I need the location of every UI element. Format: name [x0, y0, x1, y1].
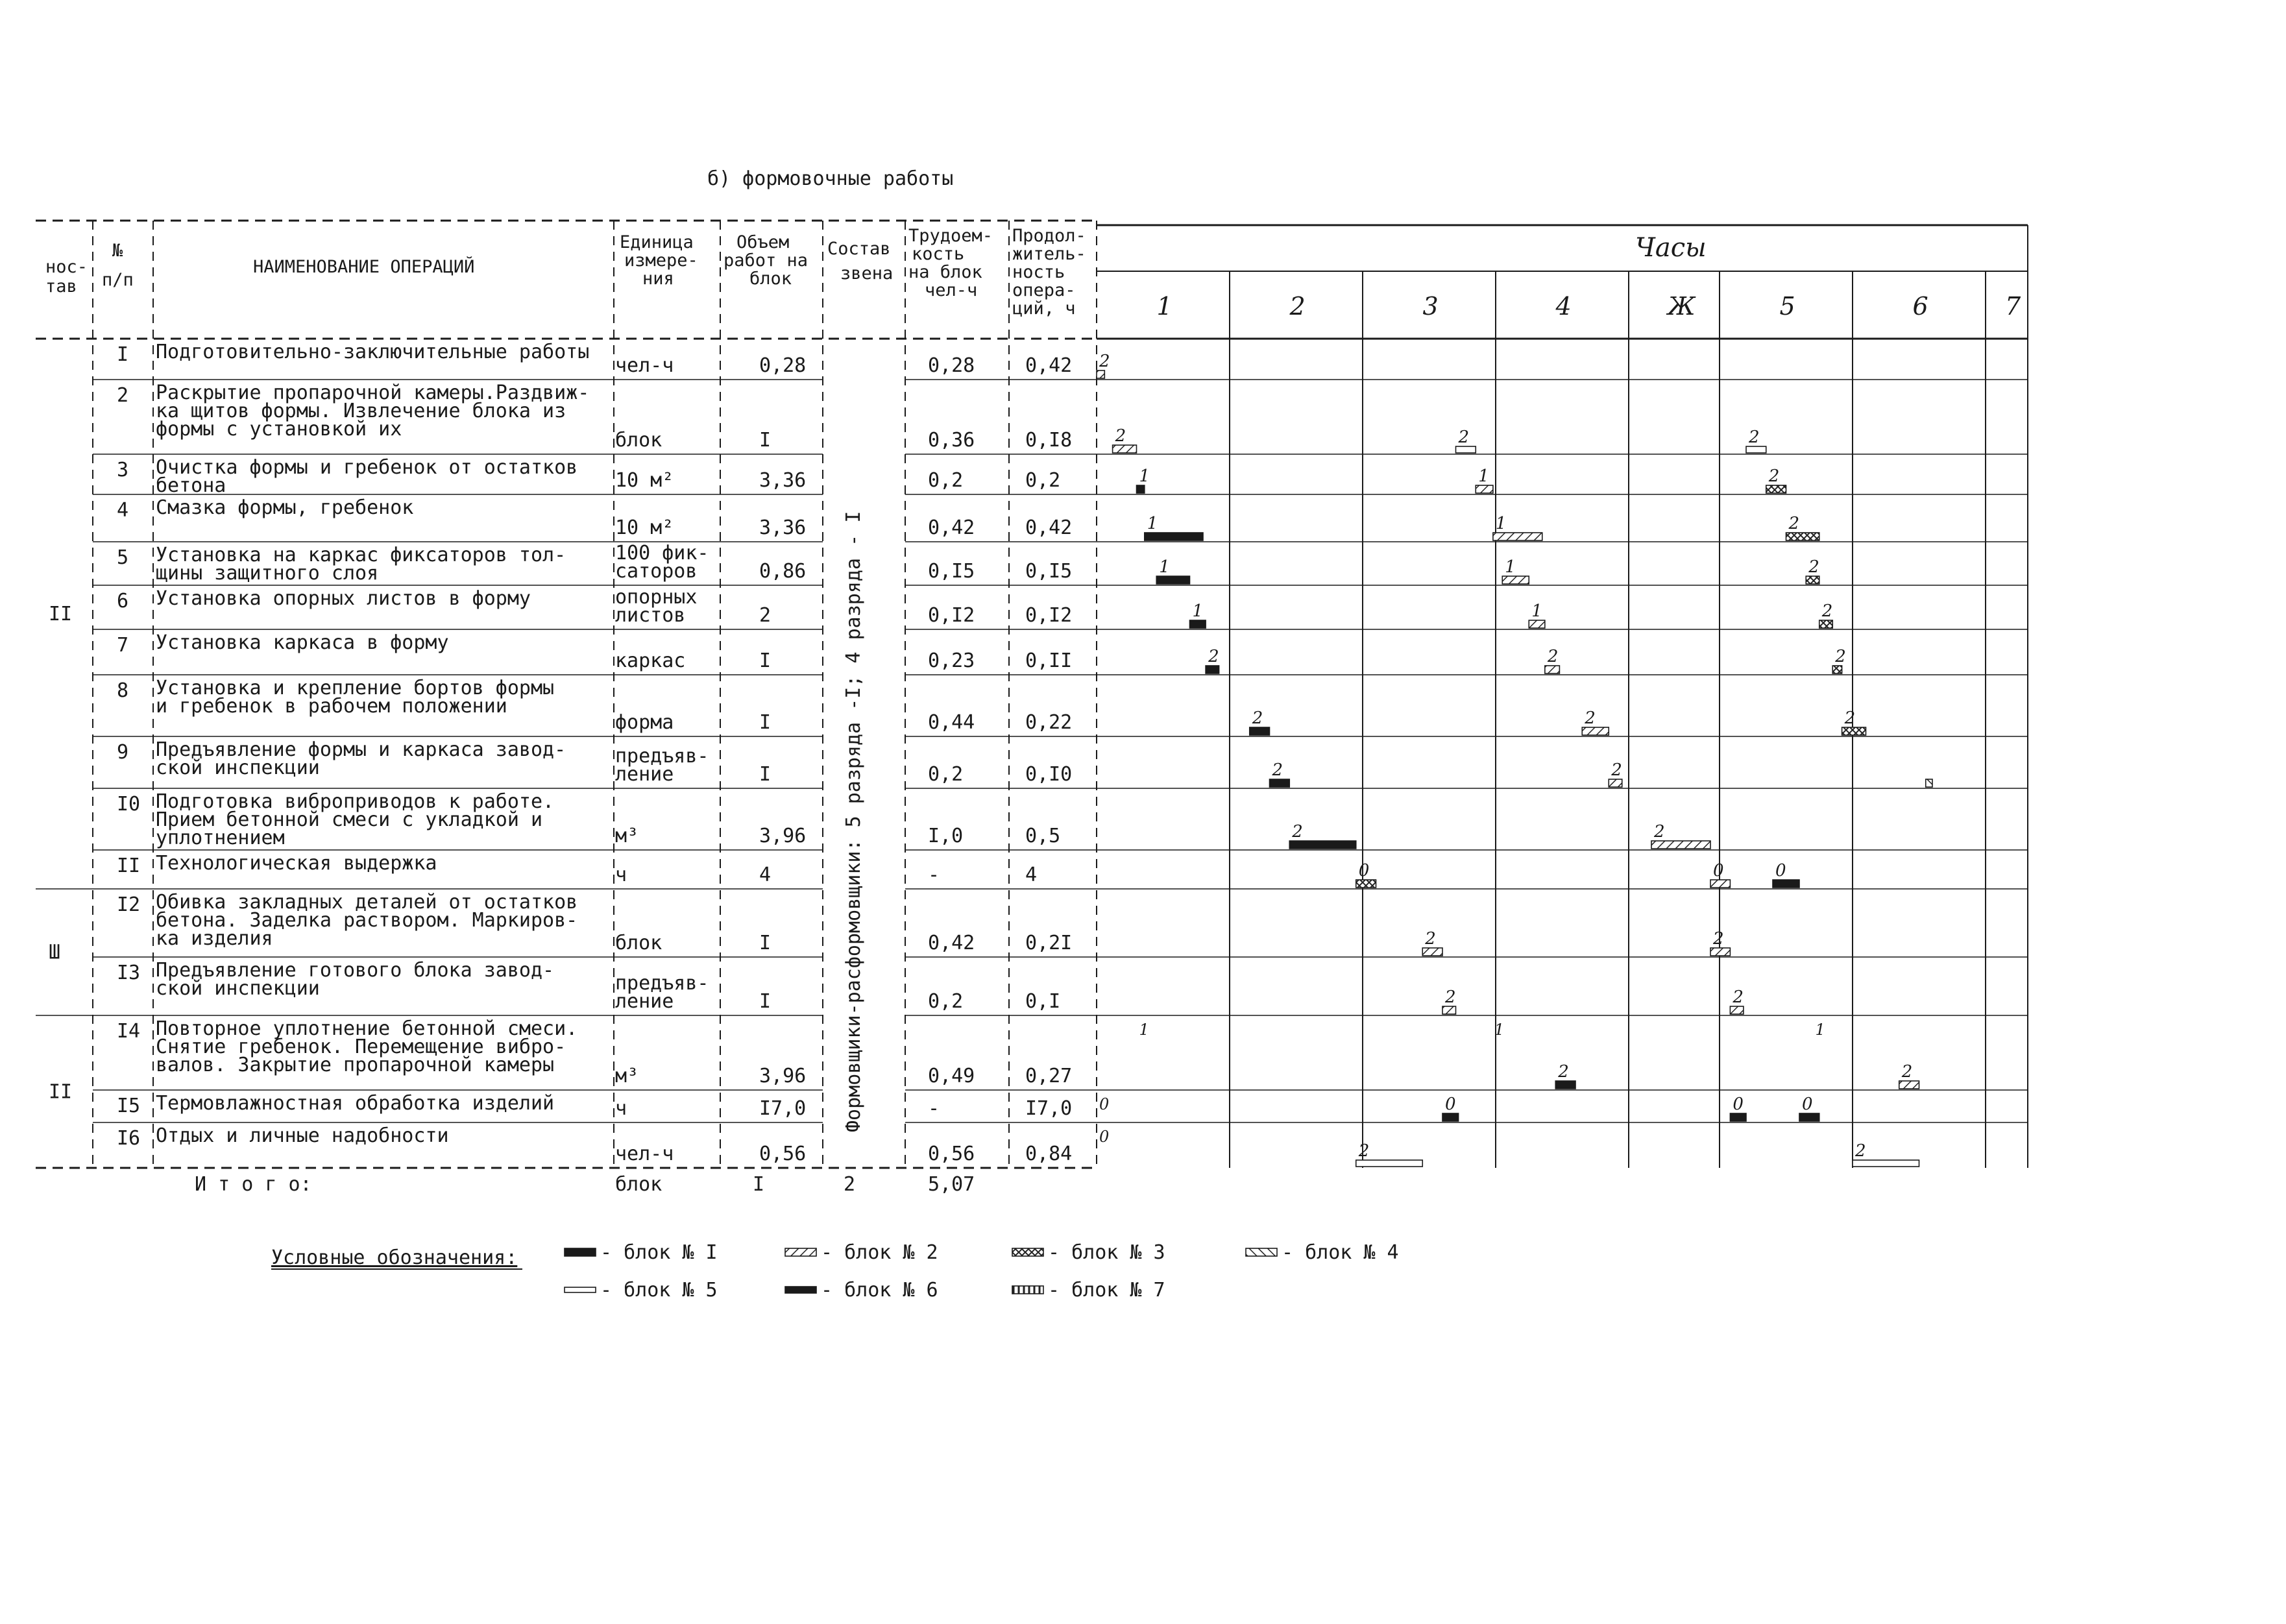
volume-value: I: [759, 649, 772, 672]
gantt-bar: [1456, 446, 1476, 453]
table-row: [117, 852, 1037, 886]
unit-value: блок: [615, 932, 663, 954]
labor-value: 0,42: [928, 516, 975, 539]
duration-value: 0,42: [1025, 354, 1073, 377]
gantt-bar: [1529, 620, 1545, 628]
gantt-side-label: 1: [1139, 1021, 1149, 1039]
duration-value: 0,I2: [1025, 604, 1073, 627]
labor-value: 0,49: [928, 1065, 975, 1087]
gantt-bar: [1582, 727, 1609, 735]
gantt-bar: [1773, 880, 1799, 888]
duration-value: 0,5: [1025, 825, 1061, 847]
labor-value: 0,44: [928, 711, 975, 734]
unit-value: м³: [615, 1065, 639, 1087]
volume-value: 4: [759, 864, 772, 886]
header-duration-line4: опера-: [1012, 280, 1076, 300]
header-hours-title: Часы: [1635, 233, 1707, 263]
operation-name: Раскрытие пропарочной камеры.Раздвиж-: [156, 382, 590, 404]
gantt-bar: [1555, 1081, 1575, 1089]
operation-name: Очистка формы и гребенок от остатков: [156, 456, 578, 479]
operation-name: Смазка формы, гребенок: [156, 496, 414, 519]
total-labor: 5,07: [928, 1173, 975, 1196]
legend-label: - блок № 6: [821, 1279, 938, 1302]
legend-swatch: [785, 1248, 816, 1256]
table-row: [117, 1124, 1072, 1165]
unit-value: 100 фик-: [615, 542, 709, 564]
operation-name: Предъявление формы и каркаса завод-: [156, 738, 566, 761]
operation-name: бетона. Заделка раствором. Маркиров-: [156, 909, 578, 932]
duration-value: 0,I: [1025, 990, 1061, 1013]
table-row: [117, 891, 1072, 954]
operation-name: Установка и крепление бортов формы: [156, 677, 555, 699]
hour-label: 5: [1779, 292, 1795, 321]
gantt-bar: [1356, 1160, 1423, 1167]
gantt-bar: [1651, 841, 1710, 849]
legend-swatch: [565, 1287, 596, 1292]
gantt-bar-label: 2: [1901, 1062, 1913, 1082]
operation-name: уплотнением: [156, 827, 285, 849]
volume-value: 0,86: [759, 560, 807, 583]
volume-value: I: [759, 429, 772, 452]
table-row: [117, 631, 1072, 672]
unit-value: листов: [615, 604, 686, 627]
row-number: I3: [117, 962, 141, 984]
gantt-bar: [1926, 779, 1932, 787]
gantt-bar-label: 2: [1611, 760, 1622, 780]
operation-name: щины защитного слоя: [156, 562, 379, 585]
gantt-bar-label: 2: [1768, 467, 1780, 486]
gantt-bar-label: 2: [1733, 988, 1744, 1007]
unit-value: ч: [615, 1097, 627, 1120]
group-label: II: [49, 603, 73, 625]
legend-item: [785, 1241, 938, 1264]
gantt-bar-label: 1: [1478, 467, 1489, 486]
operation-name: Подготовка виброприводов к работе.: [156, 790, 555, 813]
gantt-bar: [1137, 485, 1145, 493]
duration-value: 0,2I: [1025, 932, 1073, 954]
gantt-bar-label: 2: [1115, 426, 1126, 446]
duration-value: 0,84: [1025, 1143, 1073, 1165]
gantt-bar: [1832, 666, 1842, 673]
group-labels: [36, 603, 93, 1104]
gantt-bar-label: 0: [1802, 1095, 1813, 1114]
operation-name: Установка опорных листов в форму: [156, 587, 531, 610]
volume-value: 0,56: [759, 1143, 807, 1165]
table-row: [117, 496, 1072, 539]
labor-value: 0,I5: [928, 560, 975, 583]
hour-label: 1: [1156, 292, 1173, 321]
legend-title: Условные обозначения:: [271, 1246, 518, 1269]
row-number: I2: [117, 893, 141, 916]
operation-name: и гребенок в рабочем положении: [156, 695, 507, 718]
unit-value: чел-ч: [615, 1143, 674, 1165]
gantt-chart: [1097, 352, 1932, 1167]
gantt-bar-label: 2: [1654, 822, 1665, 842]
gantt-bar: [1156, 576, 1189, 584]
operation-name: Технологическая выдержка: [156, 852, 437, 875]
gantt-bar-label: 2: [1445, 988, 1456, 1007]
volume-value: I: [759, 932, 772, 954]
gantt-bar: [1442, 1113, 1459, 1121]
gantt-bar: [1097, 370, 1104, 378]
header-duration-line3: ность: [1012, 262, 1065, 282]
row-number: I4: [117, 1020, 141, 1043]
unit-value: саторов: [615, 560, 698, 583]
duration-value: 0,42: [1025, 516, 1073, 539]
labor-value: 0,2: [928, 990, 964, 1013]
header-unit-line3: ния: [642, 269, 674, 289]
gantt-bar-label: 2: [1292, 822, 1303, 842]
gantt-bar-label: 1: [1495, 514, 1507, 533]
labor-value: 0,56: [928, 1143, 975, 1165]
gantt-bar: [1502, 576, 1529, 584]
gantt-bar: [1442, 1006, 1456, 1014]
unit-value: предъяв-: [615, 972, 709, 995]
gantt-bar-label: 2: [1208, 647, 1219, 666]
gantt-bar: [1493, 533, 1542, 540]
operations-table-body: [117, 341, 1072, 1165]
gantt-bar-label: 1: [1147, 514, 1158, 533]
volume-value: 3,36: [759, 469, 807, 492]
row-number: I5: [117, 1095, 141, 1117]
unit-value: ч: [615, 864, 627, 886]
legend-swatch: [1246, 1248, 1277, 1256]
table-row: [117, 1092, 1072, 1120]
header-volume-line2: работ на: [723, 250, 809, 271]
operation-name: Повторное уплотнение бетонной смеси.: [156, 1017, 578, 1040]
hour-lines: [1230, 271, 1986, 1168]
unit-value: ление: [615, 763, 674, 786]
legend-item: [1012, 1279, 1165, 1302]
gantt-bar: [1113, 445, 1137, 453]
gantt-bar: [1766, 485, 1786, 493]
volume-value: I: [759, 711, 772, 734]
gantt-bar: [1250, 727, 1270, 735]
legend-item: [785, 1279, 938, 1302]
header-labor-line3: на блок: [908, 262, 982, 282]
operation-name: ской инспекции: [156, 757, 320, 779]
gantt-bar-label: 2: [1855, 1141, 1866, 1161]
table-row: [117, 542, 1072, 585]
hour-label: 4: [1555, 292, 1572, 321]
crew-vertical-text: Формовщики-расформовщики: 5 разряда -I; 4 разряда - I: [842, 511, 865, 1132]
unit-value: 10 м²: [615, 516, 674, 539]
operation-name: Прием бетонной смеси с укладкой и: [156, 808, 543, 831]
legend-swatch: [1012, 1248, 1043, 1256]
gantt-side-label: 0: [1099, 1128, 1110, 1146]
gantt-bar-label: 2: [1821, 601, 1833, 621]
gantt-bar: [1206, 666, 1219, 673]
gantt-bar: [1786, 533, 1819, 540]
page-title: б) формовочные работы: [707, 167, 954, 190]
row-number: 5: [117, 546, 129, 569]
unit-value: блок: [615, 429, 663, 452]
duration-value: 0,27: [1025, 1065, 1073, 1087]
gantt-bar-label: 2: [1099, 352, 1110, 371]
gantt-bar-label: 2: [1835, 647, 1846, 666]
duration-value: 0,I5: [1025, 560, 1073, 583]
operation-name: валов. Закрытие пропарочной камеры: [156, 1054, 555, 1076]
header-unit-line2: измере-: [624, 250, 698, 271]
gantt-bar-label: 2: [1749, 428, 1760, 447]
operation-name: ка изделия: [156, 927, 273, 950]
hour-label: 3: [1422, 292, 1439, 321]
row-number: 8: [117, 679, 129, 702]
duration-value: 0,I8: [1025, 429, 1073, 452]
unit-value: 10 м²: [615, 469, 674, 492]
total-crew: 2: [844, 1173, 856, 1196]
volume-value: 3,96: [759, 825, 807, 847]
unit-value: предъяв-: [615, 745, 709, 768]
gantt-bar-label: 0: [1733, 1095, 1744, 1114]
header-labor-line2: кость: [912, 244, 965, 264]
unit-value: форма: [615, 711, 674, 734]
labor-value: -: [928, 1097, 940, 1120]
gantt-bar-label: 2: [1788, 514, 1800, 533]
gantt-bar-label: 2: [1585, 709, 1596, 728]
duration-value: 4: [1025, 864, 1038, 886]
gantt-bar: [1730, 1113, 1746, 1121]
gantt-bar-label: 1: [1159, 557, 1170, 577]
duration-value: 0,22: [1025, 711, 1073, 734]
gantt-bar: [1806, 576, 1819, 584]
gantt-bar: [1710, 948, 1730, 956]
legend-item: [1246, 1241, 1399, 1264]
gantt-bar-label: 2: [1458, 428, 1470, 447]
unit-value: каркас: [615, 649, 686, 672]
table-row: [117, 790, 1060, 849]
table-row: [117, 341, 1072, 377]
gantt-bar: [1356, 880, 1376, 888]
header-duration-line2: житель-: [1012, 244, 1086, 264]
legend-item: [565, 1279, 718, 1302]
gantt-side-label: 1: [1494, 1021, 1505, 1039]
gantt-bar: [1270, 779, 1290, 787]
hour-label: 7: [2005, 292, 2021, 321]
gantt-bar-label: 1: [1505, 557, 1516, 577]
gantt-bar-label: 0: [1713, 861, 1724, 880]
unit-value: м³: [615, 825, 639, 847]
gantt-bar-label: 1: [1531, 601, 1542, 621]
unit-value: ление: [615, 990, 674, 1013]
operation-name: формы с установкой их: [156, 418, 402, 441]
legend-label: - блок № 7: [1048, 1279, 1165, 1302]
volume-value: I: [759, 990, 772, 1013]
operation-name: Обивка закладных деталей от остатков: [156, 891, 578, 914]
legend-item: [1012, 1241, 1165, 1264]
header-duration-line1: Продол-: [1012, 226, 1086, 246]
hour-label: 6: [1912, 292, 1928, 321]
labor-value: 0,23: [928, 649, 975, 672]
gantt-bar: [1746, 446, 1766, 453]
labor-value: 0,28: [928, 354, 975, 377]
operation-name: Предъявление готового блока завод-: [156, 959, 555, 982]
gantt-bar-label: 2: [1425, 929, 1436, 949]
legend-swatch: [1012, 1286, 1043, 1294]
gantt-bar: [1145, 533, 1203, 540]
table-row: [117, 1017, 1072, 1087]
table-row: [117, 677, 1072, 734]
gantt-bar-label: 2: [1844, 709, 1856, 728]
gantt-side-label: 1: [1815, 1021, 1825, 1039]
gantt-bar-label: 2: [1713, 929, 1724, 949]
gantt-bar-label: 2: [1808, 557, 1819, 577]
table-row: [117, 456, 1060, 497]
row-number: I: [117, 343, 129, 366]
volume-value: 0,28: [759, 354, 807, 377]
duration-value: 0,II: [1025, 649, 1073, 672]
volume-value: 2: [759, 604, 772, 627]
gantt-bar: [1289, 841, 1356, 849]
volume-value: I: [759, 763, 772, 786]
header-num-line1: №: [112, 241, 123, 261]
labor-value: 0,42: [928, 932, 975, 954]
table-row: [117, 382, 1072, 452]
gantt-bar-label: 2: [1358, 1141, 1370, 1161]
volume-value: I7,0: [759, 1097, 807, 1120]
legend-swatch: [785, 1287, 816, 1293]
gantt-bar: [1819, 620, 1833, 628]
gantt-bar-label: 0: [1775, 861, 1786, 880]
table-row: [117, 586, 1072, 627]
unit-value: опорных: [615, 586, 698, 609]
gantt-bar: [1853, 1160, 1919, 1167]
operation-name: ской инспекции: [156, 977, 320, 1000]
legend-swatch: [565, 1248, 596, 1256]
hour-label: 2: [1289, 292, 1306, 321]
operation-name: Подготовительно-заключительные работы: [156, 341, 590, 363]
row-number: II: [117, 854, 141, 877]
gantt-bar: [1899, 1081, 1919, 1089]
legend-label: - блок № I: [600, 1241, 718, 1264]
total-label: И т о г о:: [195, 1173, 312, 1196]
header-crew-line2: звена: [840, 263, 894, 284]
gantt-bar: [1190, 620, 1206, 628]
unit-value: чел-ч: [615, 354, 674, 377]
gantt-bar: [1730, 1006, 1744, 1014]
gantt-bar: [1476, 485, 1493, 493]
operation-name: Отдых и личные надобности: [156, 1124, 449, 1147]
gantt-bar: [1842, 727, 1866, 735]
legend: [271, 1241, 1399, 1302]
labor-value: I,0: [928, 825, 964, 847]
volume-value: 3,96: [759, 1065, 807, 1087]
labor-value: 0,36: [928, 429, 975, 452]
legend-item: [565, 1241, 718, 1264]
gantt-bar: [1609, 779, 1622, 787]
gantt-bar: [1545, 666, 1560, 673]
gantt-bar: [1710, 880, 1730, 888]
header-duration-line5: ций, ч: [1012, 298, 1076, 319]
group-label: II: [49, 1080, 73, 1104]
hour-label: Ж: [1668, 292, 1696, 321]
legend-label: - блок № 3: [1048, 1241, 1165, 1264]
header-labor-line4: чел-ч: [925, 280, 978, 300]
header-col0-line1: нос-: [45, 257, 88, 277]
labor-value: -: [928, 864, 940, 886]
operation-name: Установка каркаса в форму: [156, 631, 449, 654]
labor-value: 0,2: [928, 763, 964, 786]
gantt-bar-label: 2: [1272, 760, 1283, 780]
operation-name: Установка на каркас фиксаторов тол-: [156, 544, 566, 566]
gantt-bar: [1799, 1113, 1819, 1121]
total-unit: блок: [615, 1173, 663, 1196]
table-row: [117, 959, 1060, 1013]
group-label: Ш: [49, 941, 61, 964]
row-number: I6: [117, 1127, 141, 1150]
duration-value: I7,0: [1025, 1097, 1073, 1120]
legend-label: - блок № 2: [821, 1241, 938, 1264]
legend-label: - блок № 4: [1282, 1241, 1399, 1264]
header-unit-line1: Единица: [620, 232, 694, 252]
hour-labels: [1157, 292, 2022, 321]
row-number: 3: [117, 459, 129, 481]
duration-value: 0,I0: [1025, 763, 1073, 786]
row-number: I0: [117, 793, 141, 816]
header-volume-line3: блок: [749, 269, 792, 289]
gantt-bar-label: 0: [1358, 861, 1370, 880]
row-number: 2: [117, 384, 129, 407]
operation-name: ка щитов формы. Извлечение блока из: [156, 400, 566, 422]
row-number: 9: [117, 741, 129, 764]
labor-value: 0,2: [928, 469, 964, 492]
total-row: [195, 1173, 975, 1196]
gantt-bar-label: 2: [1252, 709, 1263, 728]
row-number: 7: [117, 634, 129, 657]
duration-value: 0,2: [1025, 469, 1061, 492]
volume-value: 3,36: [759, 516, 807, 539]
gantt-bar-label: 2: [1558, 1062, 1569, 1082]
header-col0-line2: тав: [45, 276, 77, 297]
gantt-bar-label: 1: [1192, 601, 1204, 621]
row-number: 4: [117, 499, 129, 522]
operation-name: бетона: [156, 474, 226, 497]
operation-name: Термовлажностная обработка изделий: [156, 1092, 555, 1115]
gantt-bar-label: 1: [1139, 467, 1150, 486]
gantt-bar-label: 0: [1445, 1095, 1456, 1114]
header-crew-line1: Состав: [827, 239, 891, 259]
table-row: [117, 738, 1072, 786]
legend-label: - блок № 5: [600, 1279, 718, 1302]
gantt-side-label: 0: [1099, 1095, 1110, 1113]
row-number: 6: [117, 590, 129, 612]
table-header: [45, 226, 1707, 319]
total-volume: I: [753, 1173, 765, 1196]
header-name: НАИМЕНОВАНИЕ ОПЕРАЦИЙ: [253, 257, 475, 277]
gantt-bar: [1422, 948, 1442, 956]
header-num-line2: п/п: [102, 270, 134, 290]
header-labor-line1: Трудоем-: [908, 226, 993, 246]
labor-value: 0,I2: [928, 604, 975, 627]
operation-name: Снятие гребенок. Перемещение вибро-: [156, 1036, 566, 1058]
gantt-bar-label: 2: [1547, 647, 1559, 666]
header-volume-line1: Объем: [736, 232, 790, 252]
